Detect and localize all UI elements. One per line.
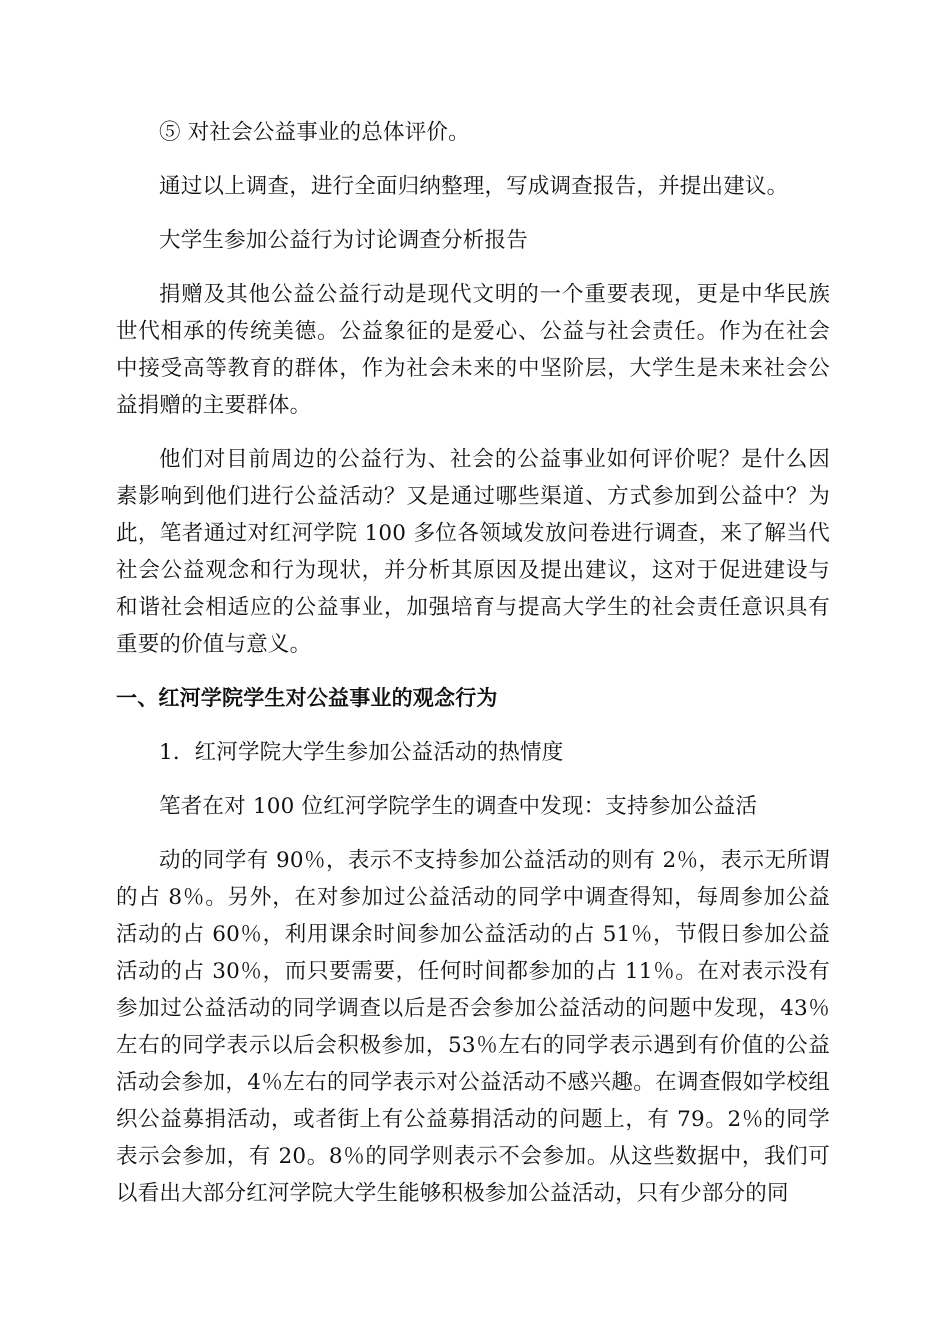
- subsection-heading-1: 1．红河学院大学生参加公益活动的热情度: [159, 740, 564, 765]
- report-title: 大学生参加公益行为讨论调查分析报告: [159, 228, 528, 253]
- paragraph-survey-results: 动的同学有 90％，表示不支持参加公益活动的则有 2％，表示无所谓的占 8％。另外，在对参加过公益活动的同学中调查得知，每周参加公益活动的占 60％，利用课余时间参加公益活动的占 51％，节假日参加公益活动的占 30％，而只要需要，任何时间都参加的占 11％。在对表示没有参加过公益活动的同学调查以后是否会参加公益活动的问题中发现，43％左右的同学表示以后会积极参加，53％左右的同学表示遇到有价值的公益活动会参加，4％左右的同学表示对公益活动不感兴趣。在调查假如学校组织公益募捐活动，或者街上有公益募捐活动的问题上，有 79。2％的同学表示会参加，有 20。8％的同学则表示不会参加。从这些数据中，我们可以看出大部分红河学院大学生能够积极参加公益活动，只有少部分的同: [116, 848, 830, 1206]
- paragraph-survey-item-5: ⑤ 对社会公益事业的总体评价。: [159, 120, 470, 145]
- paragraph-introduction: 捐赠及其他公益公益行动是现代文明的一个重要表现，更是中华民族世代相承的传统美德。公益象征的是爱心、公益与社会责任。作为在社会中接受高等教育的群体，作为社会未来的中坚阶层，大学生是未来社会公益捐赠的主要群体。: [116, 282, 830, 418]
- paragraph-summary-instruction: 通过以上调查，进行全面归纳整理，写成调查报告，并提出建议。: [159, 174, 789, 199]
- section-heading-1: 一、红河学院学生对公益事业的观念行为: [116, 686, 498, 710]
- paragraph-research-purpose: 他们对目前周边的公益行为、社会的公益事业如何评价呢？是什么因素影响到他们进行公益活动？又是通过哪些渠道、方式参加到公益中？为此，笔者通过对红河学院 100 多位各领域发放问卷进行调查，来了解当代社会公益观念和行为现状，并分析其原因及提出建议，这对于促进建设与和谐社会相适应的公益事业，加强培育与提高大学生的社会责任意识具有重要的价值与意义。: [116, 447, 830, 657]
- paragraph-survey-intro: 笔者在对 100 位红河学院学生的调查中发现：支持参加公益活: [159, 794, 758, 819]
- document-body: [116, 114, 830, 1212]
